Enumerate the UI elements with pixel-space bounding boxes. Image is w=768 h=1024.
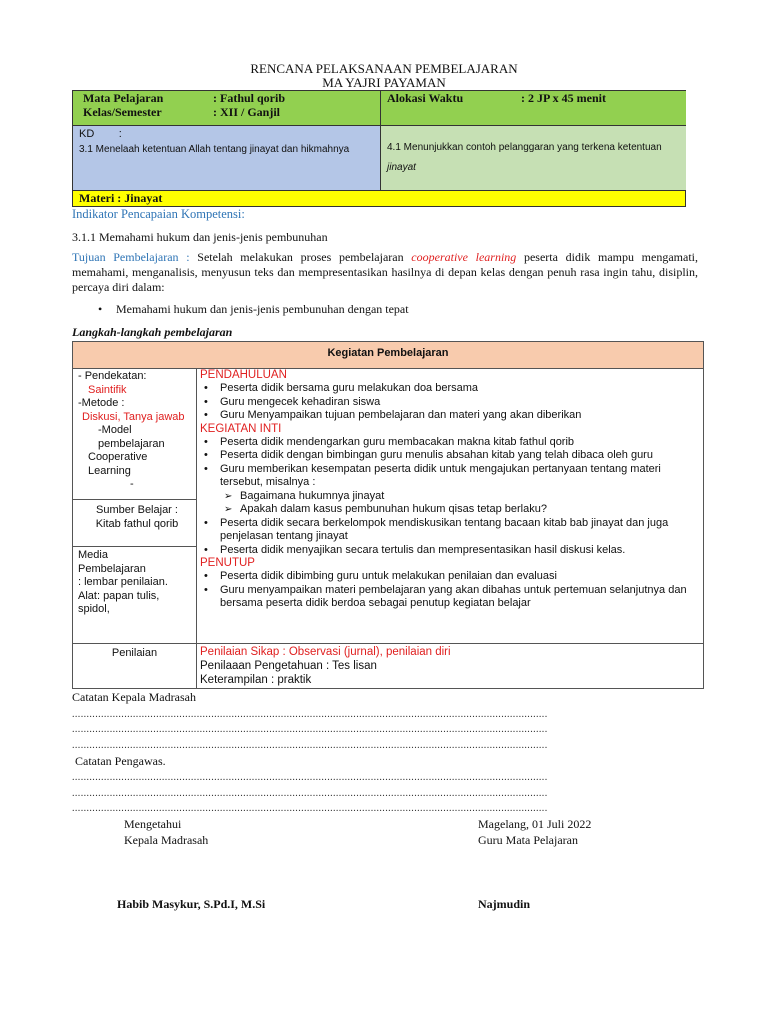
list-item: • Peserta didik secara berkelompok mendiskusikan tentang bacaan kitab bab jinayat dan juga penjelasan tentang jinayat	[200, 517, 700, 544]
guru-label: Guru Mata Pelajaran	[478, 833, 578, 847]
left-divider-1	[73, 499, 196, 500]
kd-left-text: 3.1 Menelaah ketentuan Allah tentang jinayat dan hikmahnya	[79, 144, 350, 155]
mapel-value: : Fathul qorib	[213, 91, 286, 105]
tujuan-bullet: Memahami hukum dan jenis-jenis pembunuhan dengan tepat	[116, 302, 409, 316]
tujuan-text-b: peserta didik mampu mengamati, memahami, menganalisis, menyusun teks dan mempresentasikan hasilnya di depan kelas dengan penuh rasa ingin tahu, disiplin, percaya diri dalam:	[72, 250, 698, 294]
metode-label: -Metode :	[78, 397, 125, 409]
dotted-line: ....................................................................................................................................................................	[72, 803, 548, 814]
kepala-name: Habib Masykur, S.Pd.I, M.Si	[117, 897, 266, 911]
alokasi-value: : 2 JP x 45 menit	[521, 91, 606, 105]
tujuan-colon: :	[178, 250, 198, 264]
indikator-item: 3.1.1 Memahami hukum dan jenis-jenis pembunuhan	[72, 230, 328, 244]
activity-table	[72, 341, 704, 689]
inti-list	[200, 436, 700, 490]
sumber-value: Kitab fathul qorib	[95, 517, 179, 530]
dotted-line: ....................................................................................................................................................................	[72, 772, 548, 783]
pendekatan-label: - Pendekatan:	[78, 370, 147, 382]
alat-text: Alat: papan tulis, spidol,	[78, 589, 160, 615]
langkah-heading: Langkah-langkah pembelajaran	[72, 325, 233, 339]
time-cell	[380, 91, 686, 125]
tujuan-bullet-icon: •	[98, 302, 103, 316]
activities-block	[200, 369, 700, 611]
list-item: • Peserta didik dengan bimbingan guru menulis absahan kitab yang telah dibaca oleh guru	[200, 449, 700, 463]
pendekatan-value: Saintifik	[88, 383, 127, 396]
place-date: Magelang, 01 Juli 2022	[478, 817, 592, 831]
list-item: • Guru menyampaikan materi pembelajaran yang akan dibahas untuk pertemuan selanjutnya dan bersama peserta didik berdoa sebagai penutup kegiatan belajar	[200, 584, 700, 611]
media-value: : lembar penilaian.	[78, 576, 168, 588]
kd-right-prefix: 4.1 Menunjukkan contoh pelanggaran yang terkena ketentuan	[387, 142, 662, 153]
list-item: • Guru Menyampaikan tujuan pembelajaran dan materi yang akan diberikan	[200, 409, 700, 423]
model-label: -Model pembelajaran	[98, 424, 165, 450]
dotted-line: ....................................................................................................................................................................	[72, 709, 548, 720]
kd-right-cell	[380, 125, 686, 190]
col-divider	[196, 368, 197, 688]
list-item: ➢ Bagaimana hukumnya jinayat	[220, 490, 700, 504]
kelas-value: : XII / Ganjil	[213, 105, 281, 119]
media-block	[78, 549, 193, 617]
penilaian-sikap: Penilaian Sikap : Observasi (jurnal), penilaian diri	[200, 646, 451, 658]
pendahuluan-list	[200, 382, 700, 423]
penilaian-label: Penilaian	[111, 647, 158, 659]
approach-block	[78, 370, 193, 492]
list-item: • Peserta didik menyajikan secara tertulis dan mempresentasikan hasil diskusi kelas.	[200, 544, 700, 558]
inti-list-2	[200, 517, 700, 558]
activity-table-title: Kegiatan Pembelajaran	[327, 347, 449, 359]
sumber-label: Sumber Belajar :	[96, 504, 178, 516]
pendahuluan-heading: PENDAHULUAN	[200, 369, 287, 381]
materi-text: Materi : Jinayat	[79, 191, 163, 205]
model-dash: -	[130, 478, 134, 490]
media-label: Media Pembelajaran	[78, 549, 146, 575]
list-item: • Peserta didik dibimbing guru untuk melakukan penilaian dan evaluasi	[200, 570, 700, 584]
kelas-label: Kelas/Semester	[83, 105, 162, 119]
materi-cell	[73, 190, 685, 206]
penilaian-keterampilan: Keterampilan : praktik	[200, 674, 312, 686]
kepala-madrasah-label: Kepala Madrasah	[124, 833, 209, 847]
penilaian-block	[200, 645, 700, 687]
catatan-kepala-label: Catatan Kepala Madrasah	[72, 690, 196, 704]
penutup-list	[200, 570, 700, 611]
catatan-pengawas-label: Catatan Pengawas.	[72, 754, 166, 768]
activity-table-header	[73, 342, 703, 369]
sumber-block	[81, 504, 193, 531]
model-value: Cooperative Learning	[88, 451, 148, 477]
kd-label: KD :	[79, 128, 122, 140]
list-item: ➢ Apakah dalam kasus pembunuhan hukum qisas tetap berlaku?	[220, 503, 700, 517]
dotted-line: ....................................................................................................................................................................	[72, 740, 548, 751]
document-title: RENCANA PELAKSANAAN PEMBELAJARAN	[250, 61, 518, 76]
indikator-heading: Indikator Pencapaian Kompetensi:	[72, 207, 245, 221]
kd-right-italic: jinayat	[387, 162, 416, 173]
list-item: • Guru mengecek kehadiran siswa	[200, 396, 700, 410]
kd-left-cell	[73, 125, 380, 190]
left-divider-2	[73, 546, 196, 547]
tujuan-paragraph	[72, 250, 698, 295]
dotted-line: ....................................................................................................................................................................	[72, 788, 548, 799]
mapel-label: Mata Pelajaran	[83, 91, 164, 105]
alokasi-label: Alokasi Waktu	[387, 91, 464, 105]
mengetahui-label: Mengetahui	[124, 817, 182, 831]
header-table	[72, 90, 686, 207]
penutup-heading: PENUTUP	[200, 557, 255, 569]
subject-cell	[73, 91, 380, 125]
metode-value: Diskusi, Tanya jawab	[82, 410, 185, 423]
penilaian-pengetahuan: Penilaaan Pengetahuan : Tes lisan	[200, 660, 377, 672]
list-item: • Guru memberikan kesempatan peserta didik untuk mengajukan pertanyaan tentang materi tersebut, misalnya :	[200, 463, 700, 490]
tujuan-text-a: Setelah melakukan proses pembelajaran	[197, 250, 412, 264]
kd-right-text	[387, 138, 679, 178]
list-item: • Peserta didik bersama guru melakukan doa bersama	[200, 382, 700, 396]
dotted-line: ....................................................................................................................................................................	[72, 724, 548, 735]
tujuan-model: cooperative learning	[411, 250, 517, 264]
list-item: • Peserta didik mendengarkan guru membacakan makna kitab fathul qorib	[200, 436, 700, 450]
guru-name: Najmudin	[478, 897, 531, 911]
school-name: MA YAJRI PAYAMAN	[322, 75, 446, 90]
inti-sub-list	[200, 490, 700, 517]
penilaian-divider	[73, 643, 703, 644]
tujuan-label: Tujuan Pembelajaran	[72, 250, 179, 264]
inti-heading: KEGIATAN INTI	[200, 422, 282, 435]
